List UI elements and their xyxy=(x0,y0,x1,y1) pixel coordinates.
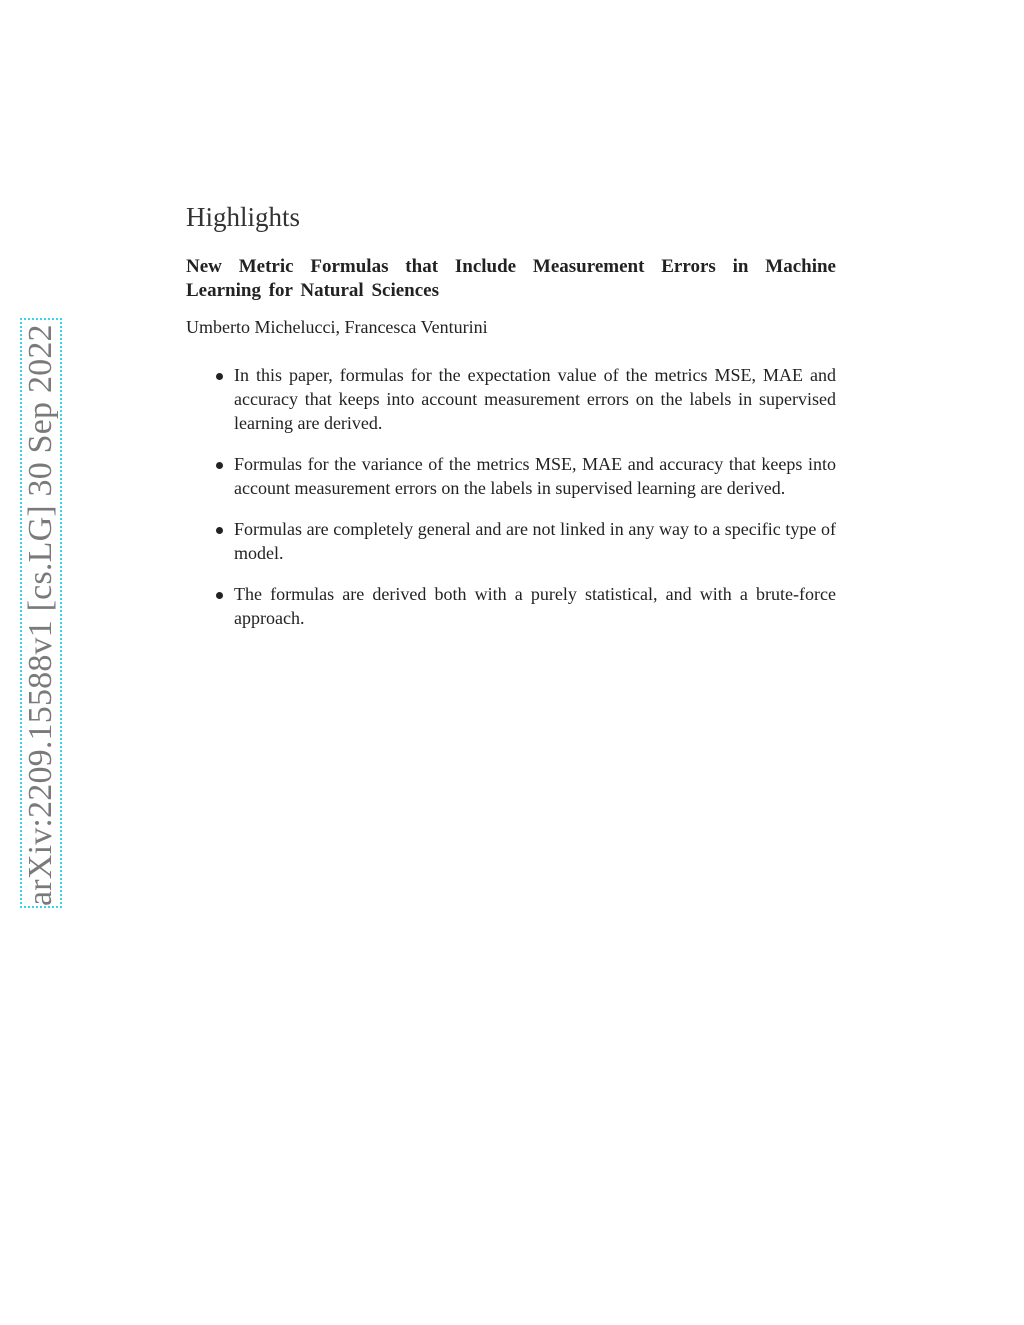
bullet-icon xyxy=(216,527,223,534)
highlight-text: Formulas for the variance of the metrics MSE, MAE and accuracy that keeps into account measurement errors on the labels in supervised learning are derived. xyxy=(234,454,836,498)
bullet-icon xyxy=(216,373,223,380)
highlights-heading: Highlights xyxy=(186,202,301,232)
highlights-list xyxy=(186,363,836,630)
highlights-page xyxy=(186,202,836,647)
highlight-item xyxy=(186,517,836,565)
paper-title: New Metric Formulas that Include Measurement Errors in Machine Learning for Natural Sciences xyxy=(186,256,836,301)
highlight-item xyxy=(186,452,836,500)
arxiv-identifier: arXiv:2209.15588v1 [cs.LG] 30 Sep 2022 xyxy=(22,324,59,906)
authors: Umberto Michelucci, Francesca Venturini xyxy=(186,317,488,337)
highlight-item xyxy=(186,582,836,630)
highlight-text: In this paper, formulas for the expectation value of the metrics MSE, MAE and accuracy that keeps into account measurement errors on the labels in supervised learning are derived. xyxy=(234,365,836,433)
bullet-icon xyxy=(216,462,223,469)
highlight-text: Formulas are completely general and are not linked in any way to a specific type of model. xyxy=(234,519,836,563)
bullet-icon xyxy=(216,592,223,599)
highlight-item xyxy=(186,363,836,435)
highlight-text: The formulas are derived both with a purely statistical, and with a brute-force approach. xyxy=(234,584,836,628)
